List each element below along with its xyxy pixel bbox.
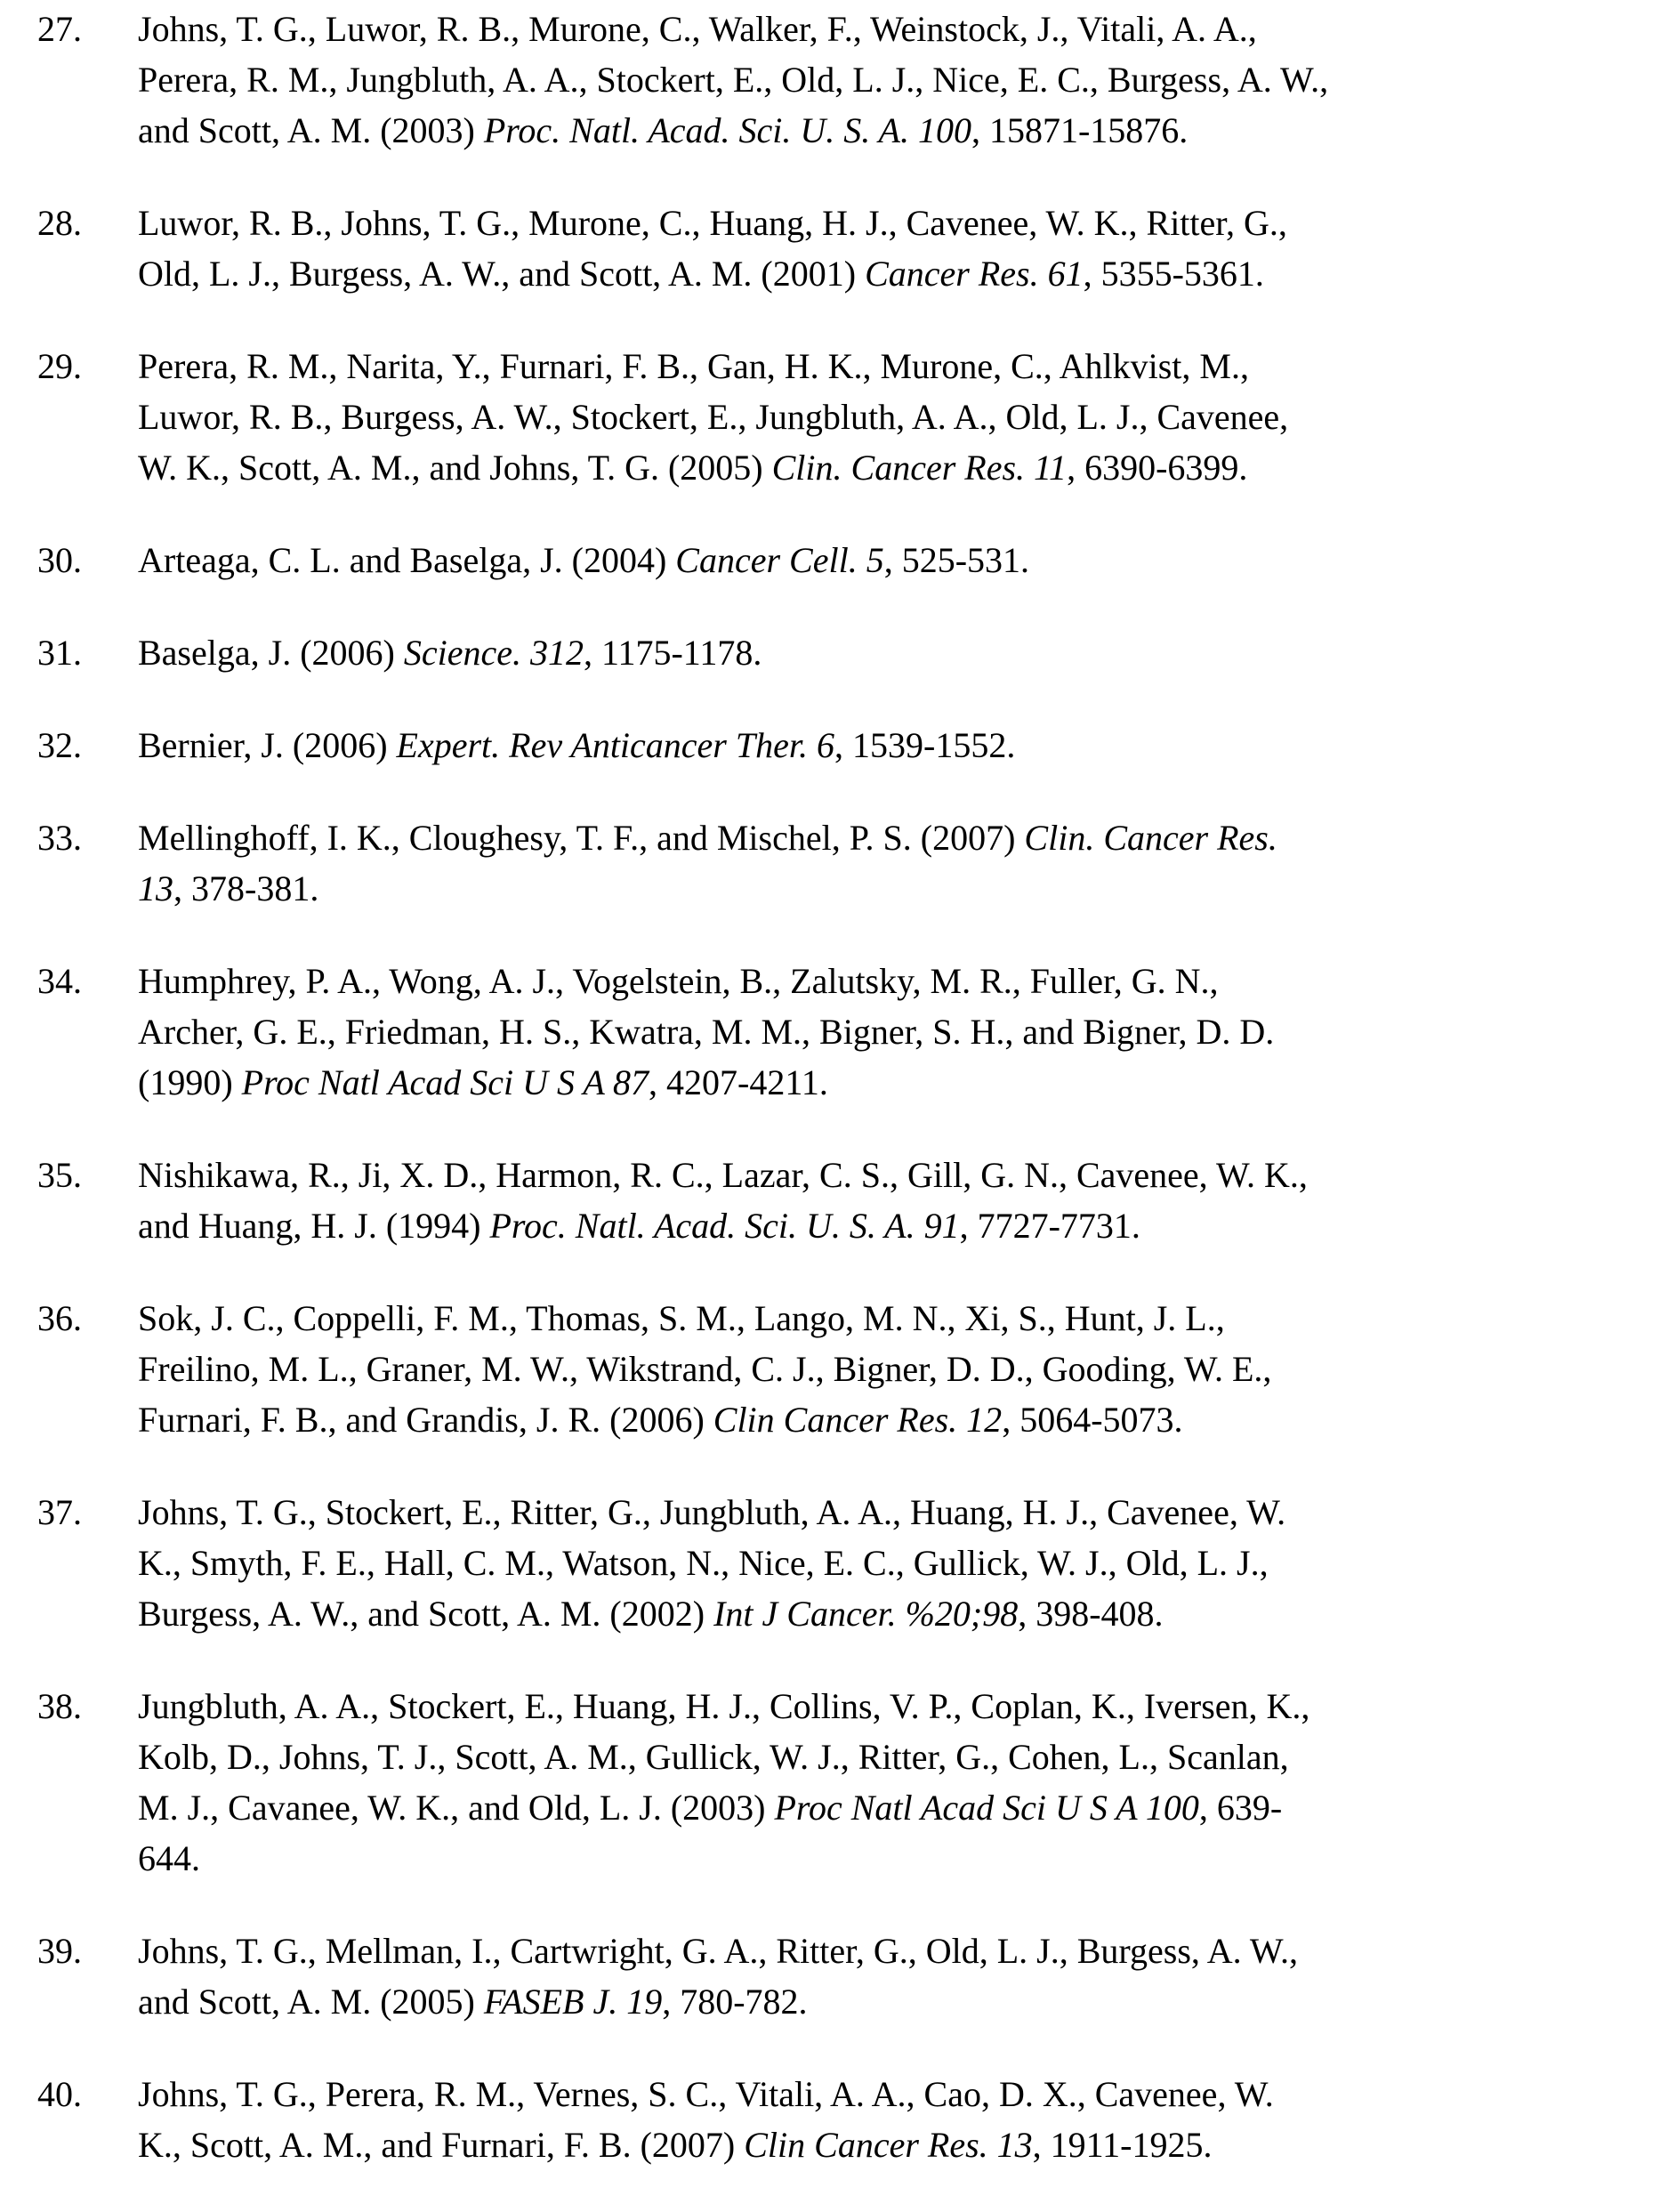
citation-text: Baselga, J. (2006) (138, 633, 404, 673)
journal-citation: Cancer Res. 61 (865, 254, 1084, 294)
citation-line (138, 1200, 1660, 1251)
citation-text: Nishikawa, R., Ji, X. D., Harmon, R. C., Lazar, C. S., Gill, G. N., Cavenee, W. K., (138, 1155, 1308, 1195)
reference-list (0, 4, 1660, 2212)
citation-line (138, 1588, 1660, 1639)
citation-text: and Scott, A. M. (2005) (138, 1982, 484, 2022)
reference-entry (0, 535, 1660, 585)
reference-entry (0, 1293, 1660, 1445)
reference-citation (138, 1293, 1660, 1445)
reference-entry (0, 341, 1660, 493)
citation-line (138, 198, 1660, 248)
citation-line (138, 1293, 1660, 1344)
citation-text: Luwor, R. B., Burgess, A. W., Stockert, E., Jungbluth, A. A., Old, L. J., Cavenee, (138, 397, 1288, 437)
journal-citation: Expert. Rev Anticancer Ther. 6 (397, 725, 834, 765)
reference-entry (0, 812, 1660, 914)
citation-line (138, 1487, 1660, 1538)
citation-line (138, 812, 1660, 863)
citation-line (138, 535, 1660, 585)
reference-number: 28. (37, 198, 82, 248)
citation-text: , 4207-4211. (649, 1062, 828, 1102)
reference-entry (0, 1487, 1660, 1639)
reference-entry (0, 198, 1660, 299)
citation-text: Mellinghoff, I. K., Cloughesy, T. F., and Mischel, P. S. (2007) (138, 818, 1024, 858)
citation-text: Sok, J. C., Coppelli, F. M., Thomas, S. M., Lango, M. N., Xi, S., Hunt, J. L., (138, 1298, 1225, 1338)
reference-entry (0, 956, 1660, 1108)
reference-citation (138, 1681, 1660, 1884)
reference-entry (0, 1150, 1660, 1251)
journal-citation: Int J Cancer. %20;98 (713, 1594, 1018, 1634)
citation-text: Johns, T. G., Perera, R. M., Vernes, S. C., Vitali, A. A., Cao, D. X., Cavenee, W. (138, 2074, 1274, 2114)
citation-text: , 780-782. (662, 1982, 807, 2022)
citation-text: Furnari, F. B., and Grandis, J. R. (2006) (138, 1400, 713, 1440)
reference-citation (138, 198, 1660, 299)
reference-entry (0, 1681, 1660, 1884)
citation-text: Perera, R. M., Narita, Y., Furnari, F. B., Gan, H. K., Murone, C., Ahlkvist, M., (138, 346, 1249, 386)
reference-citation (138, 720, 1660, 771)
citation-line (138, 341, 1660, 392)
reference-citation (138, 2069, 1660, 2170)
citation-text: , 6390-6399. (1067, 448, 1247, 488)
citation-line (138, 627, 1660, 678)
journal-citation: Proc. Natl. Acad. Sci. U. S. A. 91 (490, 1206, 960, 1246)
reference-entry (0, 627, 1660, 678)
journal-citation: Proc Natl Acad Sci U S A 100 (774, 1788, 1198, 1828)
reference-number: 37. (37, 1487, 82, 1538)
citation-line (138, 1833, 1660, 1884)
journal-citation: Science. 312 (404, 633, 584, 673)
citation-text: Johns, T. G., Mellman, I., Cartwright, G. A., Ritter, G., Old, L. J., Burgess, A. W., (138, 1931, 1298, 1971)
citation-text: , 1539-1552. (834, 725, 1015, 765)
citation-line (138, 442, 1660, 493)
citation-text: (1990) (138, 1062, 242, 1102)
citation-line (138, 1006, 1660, 1057)
reference-citation (138, 1150, 1660, 1251)
reference-number: 27. (37, 4, 82, 54)
reference-citation (138, 627, 1660, 678)
citation-line (138, 1344, 1660, 1394)
reference-number: 39. (37, 1925, 82, 1976)
citation-text: Archer, G. E., Friedman, H. S., Kwatra, M. M., Bigner, S. H., and Bigner, D. D. (138, 1012, 1274, 1052)
reference-number: 33. (37, 812, 82, 863)
citation-line (138, 392, 1660, 442)
citation-text: , 1911-1925. (1033, 2125, 1213, 2165)
citation-line (138, 1732, 1660, 1782)
citation-line (138, 4, 1660, 54)
citation-text: W. K., Scott, A. M., and Johns, T. G. (2005) (138, 448, 772, 488)
journal-citation: Clin. Cancer Res. 11 (772, 448, 1067, 488)
citation-line (138, 1150, 1660, 1200)
citation-text: Freilino, M. L., Graner, M. W., Wikstrand, C. J., Bigner, D. D., Gooding, W. E., (138, 1349, 1271, 1389)
reference-number: 35. (37, 1150, 82, 1200)
citation-text: and Huang, H. J. (1994) (138, 1206, 490, 1246)
citation-text: 644. (138, 1838, 200, 1878)
reference-citation (138, 535, 1660, 585)
citation-line (138, 1681, 1660, 1732)
citation-text: , 15871-15876. (971, 110, 1188, 150)
citation-line (138, 2069, 1660, 2119)
citation-line (138, 1538, 1660, 1588)
citation-text: Old, L. J., Burgess, A. W., and Scott, A. M. (2001) (138, 254, 865, 294)
citation-text: K., Scott, A. M., and Furnari, F. B. (2007) (138, 2125, 744, 2165)
citation-text: Arteaga, C. L. and Baselga, J. (2004) (138, 540, 675, 580)
reference-citation (138, 812, 1660, 914)
citation-text: , 378-381. (173, 868, 318, 908)
reference-entry (0, 4, 1660, 156)
journal-citation: Clin Cancer Res. 12 (713, 1400, 1002, 1440)
citation-text: and Scott, A. M. (2003) (138, 110, 484, 150)
citation-text: M. J., Cavanee, W. K., and Old, L. J. (2003) (138, 1788, 774, 1828)
reference-entry (0, 720, 1660, 771)
citation-text: , 5064-5073. (1002, 1400, 1182, 1440)
journal-citation: Proc. Natl. Acad. Sci. U. S. A. 100 (484, 110, 971, 150)
reference-number: 29. (37, 341, 82, 392)
journal-citation: Cancer Cell. 5 (675, 540, 883, 580)
citation-line (138, 1782, 1660, 1833)
citation-line (138, 1394, 1660, 1445)
reference-citation (138, 956, 1660, 1108)
reference-number: 36. (37, 1293, 82, 1344)
citation-text: , 639- (1199, 1788, 1282, 1828)
citation-text: Luwor, R. B., Johns, T. G., Murone, C., Huang, H. J., Cavenee, W. K., Ritter, G., (138, 203, 1287, 243)
citation-text: K., Smyth, F. E., Hall, C. M., Watson, N., Nice, E. C., Gullick, W. J., Old, L. J., (138, 1543, 1269, 1583)
reference-citation (138, 1925, 1660, 2027)
citation-line (138, 1976, 1660, 2027)
reference-number: 38. (37, 1681, 82, 1732)
citation-text: Bernier, J. (2006) (138, 725, 397, 765)
journal-citation: Clin Cancer Res. 13 (744, 2125, 1032, 2165)
journal-citation: Proc Natl Acad Sci U S A 87 (242, 1062, 649, 1102)
reference-citation (138, 1487, 1660, 1639)
citation-text: Burgess, A. W., and Scott, A. M. (2002) (138, 1594, 713, 1634)
citation-line (138, 720, 1660, 771)
reference-number: 34. (37, 956, 82, 1006)
citation-text: Kolb, D., Johns, T. J., Scott, A. M., Gullick, W. J., Ritter, G., Cohen, L., Scanlan, (138, 1737, 1289, 1777)
journal-citation: Clin. Cancer Res. (1024, 818, 1277, 858)
reference-number: 30. (37, 535, 82, 585)
citation-line (138, 105, 1660, 156)
reference-entry (0, 1925, 1660, 2027)
citation-line (138, 863, 1660, 914)
citation-text: Perera, R. M., Jungbluth, A. A., Stockert, E., Old, L. J., Nice, E. C., Burgess, A. W., (138, 60, 1328, 100)
citation-text: , 398-408. (1018, 1594, 1163, 1634)
citation-line (138, 1925, 1660, 1976)
reference-citation (138, 4, 1660, 156)
citation-text: , 7727-7731. (960, 1206, 1140, 1246)
reference-number: 40. (37, 2069, 82, 2119)
citation-line (138, 248, 1660, 299)
citation-line (138, 1057, 1660, 1108)
reference-entry (0, 2069, 1660, 2170)
citation-text: , 5355-5361. (1084, 254, 1264, 294)
journal-citation: FASEB J. 19 (484, 1982, 662, 2022)
citation-line (138, 2119, 1660, 2170)
citation-text: Johns, T. G., Stockert, E., Ritter, G., Jungbluth, A. A., Huang, H. J., Cavenee, W. (138, 1492, 1285, 1532)
citation-text: Johns, T. G., Luwor, R. B., Murone, C., Walker, F., Weinstock, J., Vitali, A. A., (138, 9, 1257, 49)
citation-text: , 525-531. (884, 540, 1029, 580)
citation-line (138, 956, 1660, 1006)
reference-citation (138, 341, 1660, 493)
reference-number: 31. (37, 627, 82, 678)
reference-number: 32. (37, 720, 82, 771)
citation-line (138, 54, 1660, 105)
citation-text: , 1175-1178. (584, 633, 762, 673)
citation-text: Jungbluth, A. A., Stockert, E., Huang, H. J., Collins, V. P., Coplan, K., Iversen, K., (138, 1686, 1309, 1726)
journal-citation: 13 (138, 868, 173, 908)
citation-text: Humphrey, P. A., Wong, A. J., Vogelstein, B., Zalutsky, M. R., Fuller, G. N., (138, 961, 1219, 1001)
